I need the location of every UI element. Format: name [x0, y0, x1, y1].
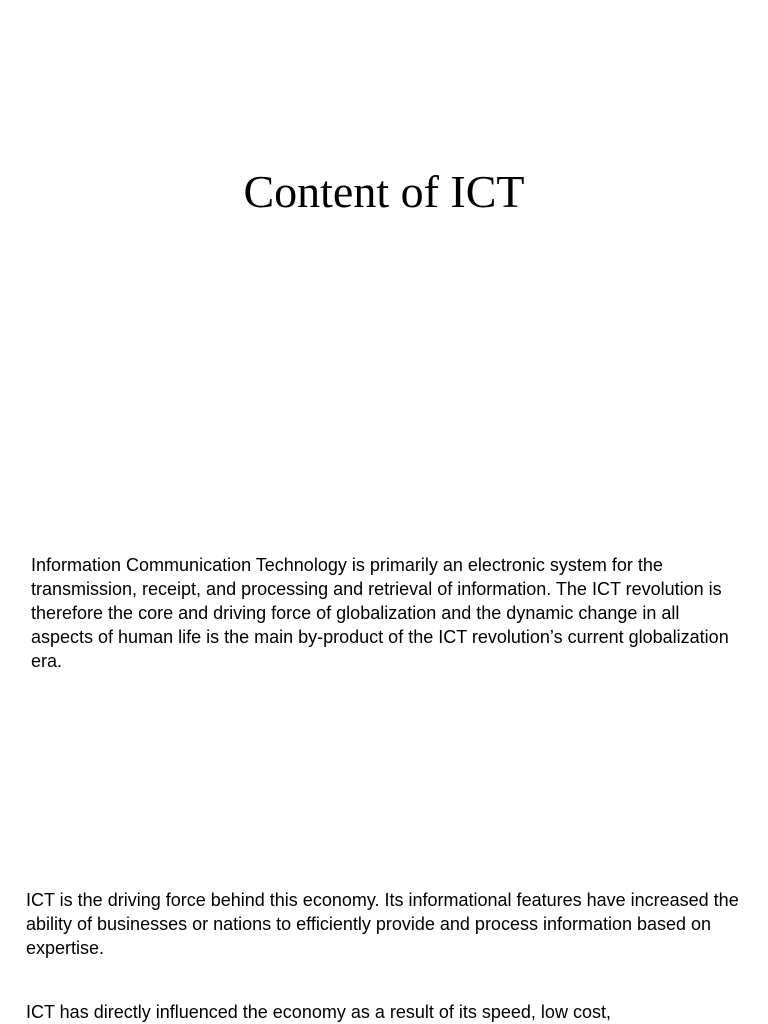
ict-definition-paragraph: Information Communication Technology is primarily an electronic system for the transmission, receipt, and processing and retrieval of information. The ICT revolution is therefore the core and driving force of globalization and the dynamic change in all aspects of human life is the main by-product of the ICT revolution’s current globalization era. — [31, 555, 729, 671]
page-title: Content of ICT — [243, 166, 525, 217]
ict-economy-paragraph: ICT is the driving force behind this economy. Its informational features have increased the ability of businesses or nations to efficiently provide and process information based on expertise. — [26, 890, 739, 958]
ict-influence-paragraph: ICT has directly influenced the economy as a result of its speed, low cost, — [26, 1002, 611, 1022]
